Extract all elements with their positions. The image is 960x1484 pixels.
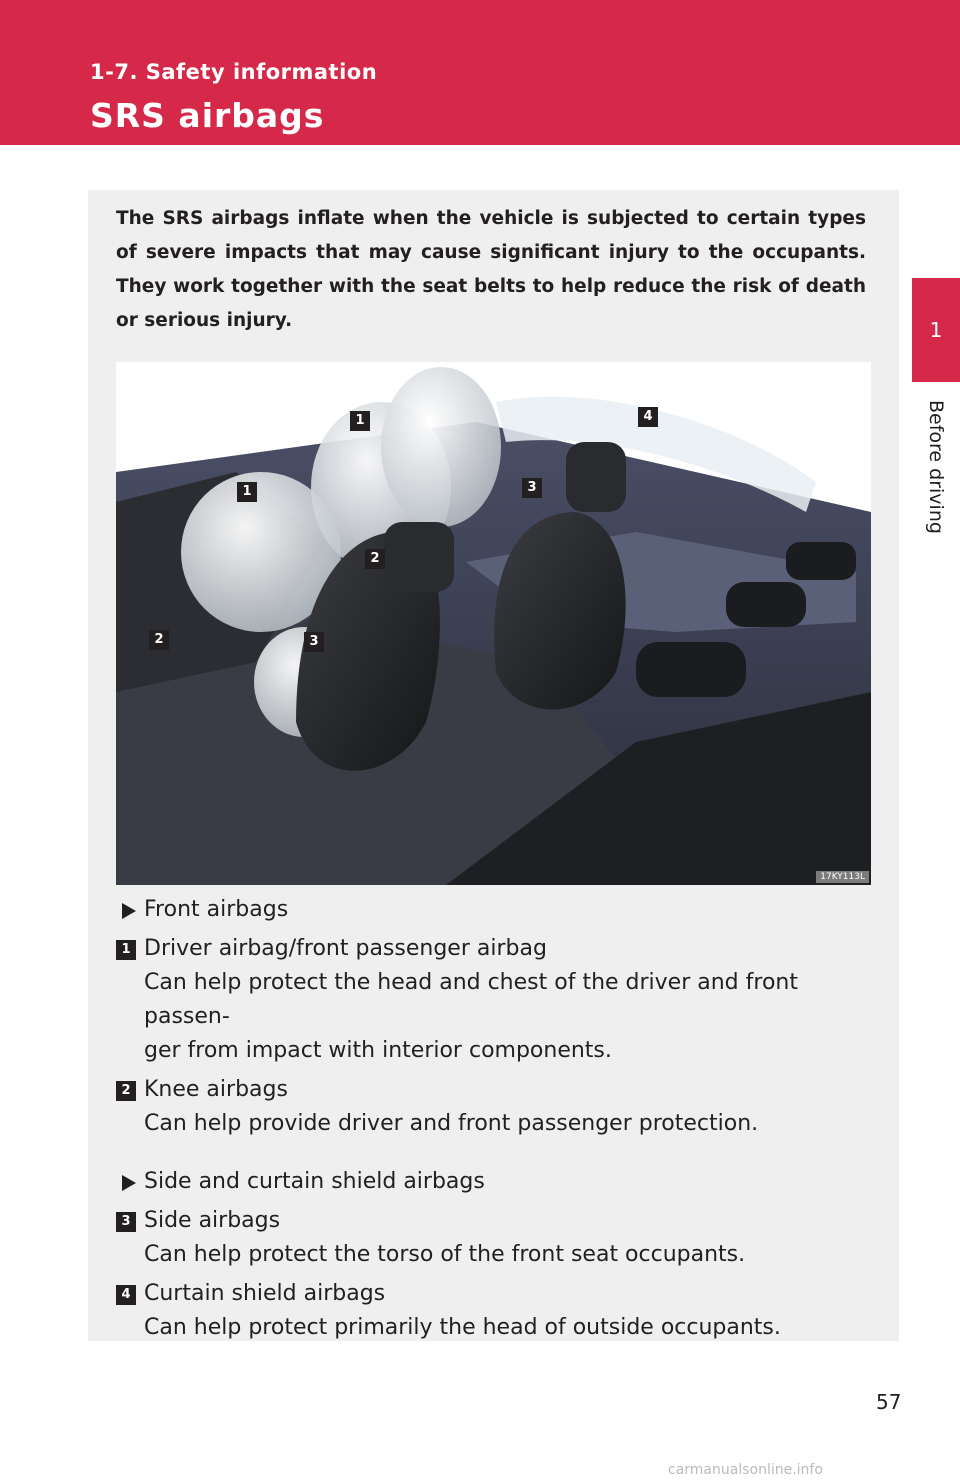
page-number: 57 — [876, 1390, 902, 1414]
section-title: 1-7. Safety information — [90, 60, 378, 84]
figure-code: 17KY113L — [816, 871, 869, 883]
triangle-bullet-icon — [122, 903, 136, 919]
callout-3-passenger: 3 — [522, 478, 542, 498]
chapter-label: Before driving — [925, 400, 947, 534]
list-item-front-airbag — [116, 932, 876, 1068]
item-title: Side airbags — [144, 1208, 281, 1233]
callout-1-driver: 1 — [237, 482, 257, 502]
item-title: Driver airbag/front passenger airbag — [144, 936, 547, 961]
intro-paragraph: The SRS airbags inflate when the vehicle is subjected to certain types of severe impacts that may cause significant injury to the occupants. They work together with the seat belts to help reduce the risk of death or serious injury. — [116, 208, 866, 331]
section-heading-side: Side and curtain shield airbags — [116, 1165, 876, 1199]
number-badge-icon: 4 — [116, 1285, 136, 1305]
item-desc: Can help protect the head and chest of the driver and front passen- — [144, 970, 798, 1029]
callout-2-driver: 2 — [149, 630, 169, 650]
callout-2-passenger: 2 — [365, 549, 385, 569]
callout-4-curtain: 4 — [638, 407, 658, 427]
airbag-illustration — [116, 362, 871, 885]
triangle-bullet-icon — [122, 1175, 136, 1191]
number-badge-icon: 3 — [116, 1212, 136, 1232]
item-desc: Can help provide driver and front passenger protection. — [144, 1111, 759, 1136]
item-title: Curtain shield airbags — [144, 1281, 386, 1306]
list-item-side-airbag — [116, 1204, 876, 1272]
watermark-text: carmanualsonline.info — [668, 1462, 823, 1478]
chapter-tab[interactable]: 1 — [912, 278, 960, 382]
number-badge-icon: 1 — [116, 940, 136, 960]
page-title: SRS airbags — [90, 96, 325, 135]
number-badge-icon: 2 — [116, 1081, 136, 1101]
callout-3-driver: 3 — [304, 632, 324, 652]
header-band — [0, 0, 960, 145]
item-title: Knee airbags — [144, 1077, 288, 1102]
list-item-knee-airbag — [116, 1073, 876, 1141]
list-item-curtain-airbag — [116, 1277, 876, 1345]
item-desc: ger from impact with interior components. — [144, 1038, 612, 1063]
car-interior-image — [116, 362, 871, 885]
item-desc: Can help protect the torso of the front seat occupants. — [144, 1242, 746, 1267]
airbag-list — [116, 893, 876, 1345]
section-heading-front: Front airbags — [116, 893, 876, 927]
callout-1-passenger: 1 — [350, 411, 370, 431]
item-desc: Can help protect primarily the head of outside occupants. — [144, 1315, 781, 1340]
